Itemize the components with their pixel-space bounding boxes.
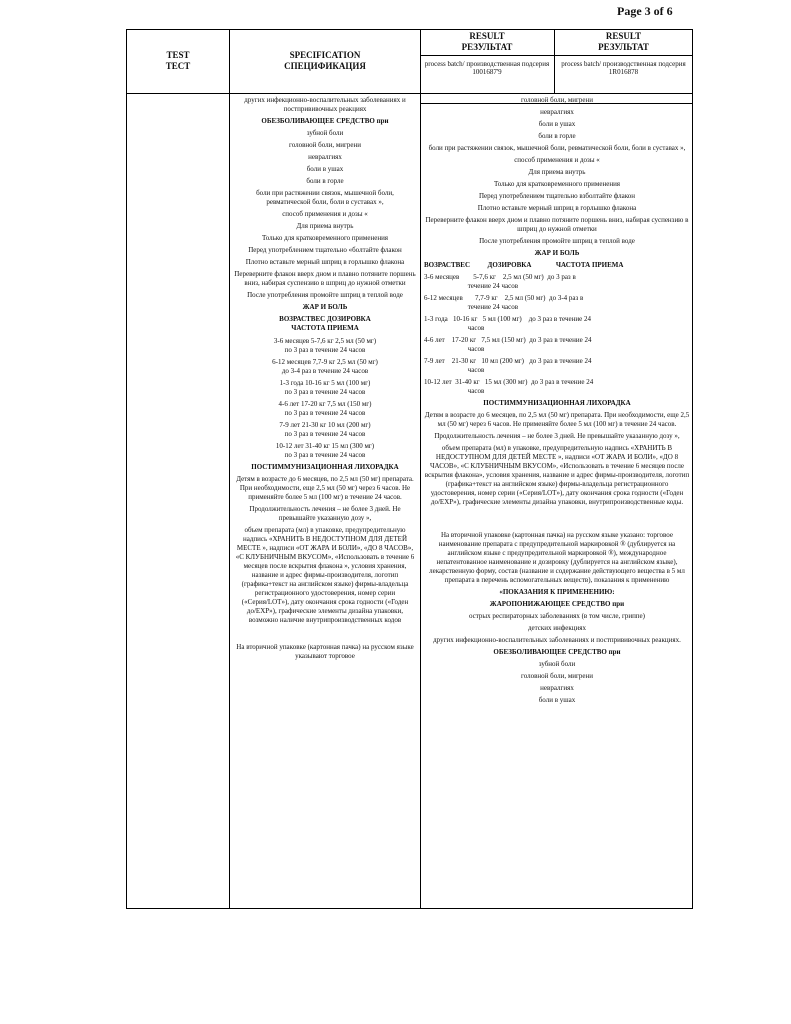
spec-table-head bbox=[234, 315, 416, 333]
header-result-1 bbox=[422, 31, 552, 53]
spec-text: Только для кратковременного применения bbox=[261, 234, 389, 242]
row-frequency: до 3-4 раз в течение 24 часов bbox=[281, 367, 369, 375]
result-text: Продолжительность лечения – не более 3 дней. Не превышайте указанную дозу », bbox=[434, 432, 680, 440]
spec-heading: ОБЕЗБОЛИВАЮЩЕЕ СРЕДСТВО при bbox=[261, 117, 389, 125]
row-dose: 7-9 лет 21-30 кг 10 мл (200 мг) bbox=[279, 421, 371, 429]
spec-text: На вторичной упаковке (картонная пачка) на русском языке указывают торговое bbox=[236, 643, 414, 660]
batch-1-label bbox=[422, 60, 552, 76]
row-frequency: по 3 раз в течение 24 часов bbox=[284, 346, 366, 354]
row-frequency: до 3 раз в bbox=[547, 273, 576, 281]
batch-2-label bbox=[556, 60, 691, 76]
result-text: зубной боли bbox=[538, 660, 576, 668]
result-table-row bbox=[424, 378, 690, 396]
spec-text: Плотно вставьте мерный шприц в горлышко флакона bbox=[245, 258, 405, 266]
result-text: объем препарата (мл) в упаковке, предупредительную надпись «ХРАНИТЬ В НЕДОСТУПНОМ ДЛЯ ДЕТЕЙ МЕСТЕ », надписи «ОТ ЖАРА И БОЛИ», «ДО 8 ЧАСОВ», «С КЛУБНИЧНЫМ ВКУСОМ», «Использовать в течение 6 месяцев после вскрытия флакона», условия хранения, название и адрес фирмы-производителя, логотип (графика+текст на английском языке) фирмы-владельца регистрационного удостоверения, номер серии («Серия/LOT»), дату окончания срока годности («Годен до/EXP»), графические элементы дизайна упаковки, внутрипроизводственные коды. bbox=[424, 444, 690, 506]
row-dose: 1-3 года 10-16 кг 5 мл (100 мг) bbox=[279, 379, 371, 387]
spec-text: объем препарата (мл) в упаковке, предупредительную надпись «ХРАНИТЬ В НЕДОСТУПНОМ ДЛЯ ДЕТЕЙ МЕСТЕ », надписи «ОТ ЖАРА И БОЛИ», «ДО 8 ЧАСОВ», «С КЛУБНИЧНЫМ ВКУСОМ», «Использовать в течение 6 месяцев после вскрытия флакона », условия хранения, название и адрес фирмы-производителя, логотип (графика+текст на английском языке) фирмы-владельца регистрационного удостоверения, номер серии («Серия/LOT»), дату окончания срока годности («Годен до/EXP»), графические элементы дизайна упаковки, возможно наличие внутрипроизводственных кодов bbox=[235, 526, 415, 624]
spec-text: способ применения и дозы « bbox=[282, 210, 368, 218]
row-dose: 3-6 месяцев 5-7,6 кг 2,5 мл (50 мг) bbox=[273, 337, 377, 345]
row-frequency-cont: часов bbox=[467, 345, 485, 353]
result-text: боли в ушах bbox=[538, 120, 576, 128]
header-result-2 bbox=[556, 31, 691, 53]
result-table-row bbox=[424, 357, 690, 375]
result-table-head: ВОЗРАСТВЕС ДОЗИРОВКА ЧАСТОТА ПРИЕМА bbox=[424, 261, 624, 269]
result-text: невралгиях bbox=[540, 684, 574, 692]
result-table-row bbox=[424, 273, 690, 291]
spec-text: Для приема внутрь bbox=[296, 222, 354, 230]
result-text: острых респираторных заболеваниях (в том числе, гриппе) bbox=[469, 612, 645, 620]
result-table-row bbox=[424, 294, 690, 312]
row-dose: 10-12 лет 31-40 кг 15 мл (300 мг) bbox=[424, 378, 528, 386]
spec-table-head-2: ЧАСТОТА ПРИЕМА bbox=[291, 324, 359, 332]
row-dose: 7-9 лет 21-30 кг 10 мл (200 мг) bbox=[424, 357, 524, 365]
header-test bbox=[130, 50, 226, 72]
row-dose: 3-6 месяцев 5-7,6 кг 2,5 мл (50 мг) bbox=[424, 273, 544, 281]
row-frequency-cont: течение 24 часов bbox=[467, 303, 519, 311]
row-frequency: по 3 раз в течение 24 часов bbox=[284, 430, 366, 438]
row-dose: 6-12 месяцев 7,7-9 кг 2,5 мл (50 мг) bbox=[424, 294, 546, 302]
result-indications-title: «ПОКАЗАНИЯ К ПРИМЕНЕНИЮ: bbox=[499, 588, 615, 596]
spec-text: Продолжительность лечения – не более 3 дней. Не превышайте указанную дозу », bbox=[249, 505, 401, 522]
batch-2-number: 1R016878 bbox=[608, 68, 639, 76]
spec-text: невралгиях bbox=[308, 153, 342, 161]
row-dose: 1-3 года 10-16 кг 5 мл (100 мг) bbox=[424, 315, 522, 323]
divider-spec-result bbox=[420, 29, 421, 909]
spec-text: Перед употреблением тщательно «болтайте флакон bbox=[248, 246, 402, 254]
result-text: Для приема внутрь bbox=[528, 168, 586, 176]
row-frequency: до 3 раз в течение 24 bbox=[529, 336, 592, 344]
spec-text: головной боли, мигрени bbox=[289, 141, 361, 149]
result-text: Перед употреблением тщательно взболтайте флакон bbox=[478, 192, 636, 200]
specification-column bbox=[234, 96, 416, 906]
result-text: боли в ушах bbox=[538, 696, 576, 704]
result-text: Переверните флакон вверх дном и плавно потяните поршень вниз, набирая суспензию в шприц до нужной отметки bbox=[425, 216, 689, 233]
header-spec-en: SPECIFICATION bbox=[289, 50, 361, 60]
result-text: Детям в возрасте до 6 месяцев, по 2,5 мл (50 мг) препарата. При необходимости, еще 2,5 мл (50 мг) через 6 часов. Не применяйте более 5 мл (100 мг) в течение 24 часов. bbox=[424, 411, 690, 428]
spec-text: боли в горле bbox=[306, 177, 344, 185]
header-bottom-line bbox=[126, 93, 693, 94]
result-table-row bbox=[424, 315, 690, 333]
result-heading: ОБЕЗБОЛИВАЮЩЕЕ СРЕДСТВО при bbox=[493, 648, 621, 656]
result-text: На вторичной упаковке (картонная пачка) на русском языке указано: торговое наименование препарата с предупредительной маркировкой ® (дублируется на английском языке с предупредительной маркировкой ®), международное непатентованное наименование и дозировку (дублируется на английском языке), лекарственную форму, состав (название и содержание действующего вещества в 5 мл препарата в перечень вспомогательных веществ), показания к применению bbox=[429, 531, 685, 584]
result-text: боли в горле bbox=[538, 132, 576, 140]
row-frequency: по 3 раз в течение 24 часов bbox=[284, 409, 366, 417]
spec-table-row bbox=[234, 442, 416, 460]
result-text: головной боли, мигрени bbox=[521, 672, 593, 680]
batch-1-label-text: process batch/ производственная подсерия bbox=[424, 60, 550, 68]
header-test-ru: ТЕСТ bbox=[165, 61, 191, 71]
spec-fever-title: ЖАР И БОЛЬ bbox=[302, 303, 348, 311]
spec-text: Детям в возрасте до 6 месяцев, по 2,5 мл (50 мг) препарата. При необходимости, еще 2,5 мл (50 мг) через 6 часов. Не применяйте более 5 мл (100 мг) в течение 24 часов. bbox=[236, 475, 414, 501]
header-result1-en: RESULT bbox=[469, 31, 505, 41]
row-frequency-cont: часов bbox=[467, 324, 485, 332]
result-text: детских инфекциях bbox=[527, 624, 587, 632]
result-column bbox=[424, 96, 690, 906]
spec-table-head-1: ВОЗРАСТВЕС ДОЗИРОВКА bbox=[279, 315, 371, 323]
row-frequency-cont: течение 24 часов bbox=[467, 282, 519, 290]
result-fever-title: ЖАР И БОЛЬ bbox=[534, 249, 580, 257]
spec-table-row bbox=[234, 358, 416, 376]
result-header-split-line bbox=[420, 55, 693, 56]
row-dose: 4-6 лет 17-20 кг 7,5 мл (150 мг) bbox=[424, 336, 526, 344]
spec-post-title: ПОСТИММУНИЗАЦИОННАЯ ЛИХОРАДКА bbox=[251, 463, 399, 471]
row-frequency: по 3 раз в течение 24 часов bbox=[284, 451, 366, 459]
result-text: Плотно вставьте мерный шприц в горлышко флакона bbox=[477, 204, 637, 212]
row-frequency: по 3 раз в течение 24 часов bbox=[284, 388, 366, 396]
spec-table-row bbox=[234, 400, 416, 418]
result-text: головной боли, мигрени bbox=[521, 96, 593, 104]
row-frequency: до 3 раз в течение 24 bbox=[530, 378, 594, 386]
header-result1-ru: РЕЗУЛЬТАТ bbox=[461, 42, 513, 52]
header-result2-ru: РЕЗУЛЬТАТ bbox=[598, 42, 649, 52]
header-test-en: TEST bbox=[166, 50, 190, 60]
row-frequency-cont: часов bbox=[467, 366, 485, 374]
batch-2-label-text: process batch/ производственная подсерия bbox=[561, 60, 686, 68]
spec-text: других инфекционно-воспалительных заболеваниях и постпрививочных реакциях bbox=[244, 96, 406, 113]
row-frequency: до 3 раз в течение 24 bbox=[529, 357, 592, 365]
spec-table-row bbox=[234, 421, 416, 439]
spec-table-row bbox=[234, 379, 416, 397]
spec-text: боли при растяжении связок, мышечной боли, ревматической боли, боли в суставах », bbox=[256, 189, 394, 206]
row-frequency-cont: часов bbox=[467, 387, 485, 395]
result-table-row bbox=[424, 336, 690, 354]
spec-text: зубной боли bbox=[306, 129, 344, 137]
spec-text: Переверните флакон вверх дном и плавно потяните поршень вниз, набирая суспензию в шприц до нужной отметки bbox=[234, 270, 416, 287]
divider-test-spec bbox=[229, 29, 230, 909]
batch-1-number: 1001687'9 bbox=[472, 68, 502, 76]
spec-text: боли в ушах bbox=[306, 165, 344, 173]
spec-text: После употребления промойте шприц в теплой воде bbox=[247, 291, 403, 299]
header-result2-en: RESULT bbox=[605, 31, 642, 41]
result-text: невралгиях bbox=[540, 108, 574, 116]
result-text: способ применения и дозы « bbox=[514, 156, 600, 164]
page-number: Page 3 of 6 bbox=[617, 4, 673, 18]
result-heading: ЖАРОПОНИЖАЮЩЕЕ СРЕДСТВО при bbox=[489, 600, 625, 608]
spec-table-row bbox=[234, 337, 416, 355]
divider-result1-result2 bbox=[554, 29, 555, 93]
row-dose: 4-6 лет 17-20 кг 7,5 мл (150 мг) bbox=[278, 400, 372, 408]
header-spec-ru: СПЕЦИФИКАЦИЯ bbox=[284, 61, 366, 71]
result-text: других инфекционно-воспалительных заболеваниях и постпрививочных реакциях. bbox=[433, 636, 681, 644]
result-text: После употребления промойте шприц в теплой воде bbox=[479, 237, 635, 245]
header-specification bbox=[232, 50, 418, 72]
row-frequency: до 3 раз в течение 24 bbox=[528, 315, 591, 323]
result-text: боли при растяжении связок, мышечной боли, ревматической боли, боли в суставах », bbox=[428, 144, 686, 152]
row-dose: 10-12 лет 31-40 кг 15 мл (300 мг) bbox=[275, 442, 375, 450]
row-frequency: до 3-4 раз в bbox=[549, 294, 584, 302]
result-post-title: ПОСТИММУНИЗАЦИОННАЯ ЛИХОРАДКА bbox=[483, 399, 631, 407]
row-dose: 6-12 месяцев 7,7-9 кг 2,5 мл (50 мг) bbox=[272, 358, 378, 366]
result-text: Только для кратковременного применения bbox=[493, 180, 621, 188]
